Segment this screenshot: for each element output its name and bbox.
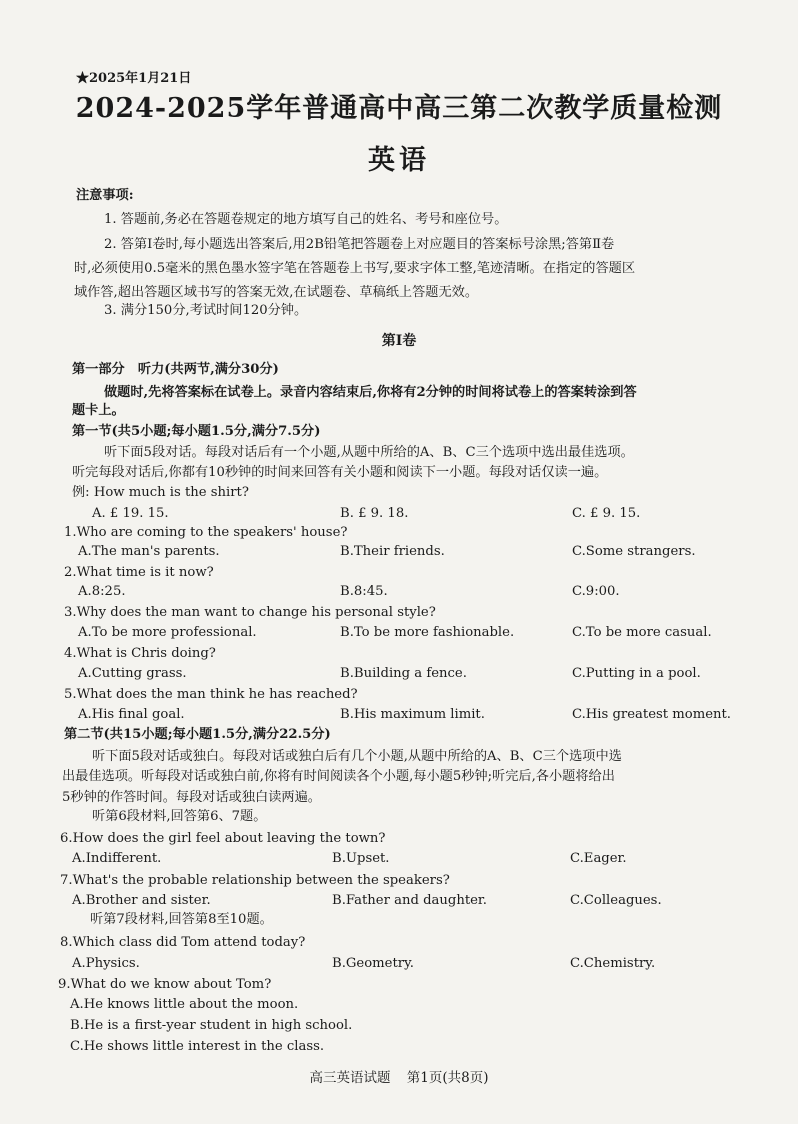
note-3: 3. 满分150分,考试时间120分钟。 [104,303,308,318]
question-9: 9.What do we know about Tom? [58,977,272,992]
q9-option-a: A.He knows little about the moon. [70,997,299,1012]
q3-option-c: C.To be more casual. [572,625,712,640]
q1-option-b: B.Their friends. [340,544,445,559]
question-1: 1.Who are coming to the speakers' house? [64,525,348,540]
footer-exam-name: 高三英语试题 [309,1070,391,1086]
question-3: 3.Why does the man want to change his personal style? [64,605,436,620]
section2-instruction-1: 听下面5段对话或独白。每段对话或独白后有几个小题,从题中所给的A、B、C三个选项中选 [92,749,622,764]
q7-option-a: A.Brother and sister. [72,893,211,908]
q6-option-b: B.Upset. [332,851,390,866]
q6-option-c: C.Eager. [570,851,627,866]
q1-option-c: C.Some strangers. [572,544,696,559]
question-4: 4.What is Chris doing? [64,646,216,661]
question-7: 7.What's the probable relationship between the speakers? [60,873,450,888]
note-1: 1. 答题前,务必在答题卷规定的地方填写自己的姓名、考号和座位号。 [104,212,508,227]
exam-title: 2024-2025学年普通高中高三第二次教学质量检测 [75,93,723,124]
q3-option-b: B.To be more fashionable. [340,625,515,640]
footer-page-number: 第1页(共8页) [406,1070,489,1086]
q1-option-a: A.The man's parents. [78,544,220,559]
q9-option-c: C.He shows little interest in the class. [70,1039,325,1054]
q9-option-b: B.He is a first-year student in high school. [70,1018,353,1033]
section2-instruction-2: 出最佳选项。听每段对话或独白前,你将有时间阅读各个小题,每小题5秒钟;听完后,各小题将给出 [62,769,615,784]
part1-instruction-1: 做题时,先将答案标在试卷上。录音内容结束后,你将有2分钟的时间将试卷上的答案转涂到答 [104,385,637,400]
exam-subject: 英语 [368,145,430,176]
section1-instruction-1: 听下面5段对话。每段对话后有一个小题,从题中所给的A、B、C三个选项中选出最佳选项。 [104,445,634,460]
exam-date: ★2025年1月21日 [76,71,192,86]
q4-option-c: C.Putting in a pool. [572,666,701,681]
material-7-instruction: 听第7段材料,回答第8至10题。 [90,912,273,927]
section2-instruction-3: 5秒钟的作答时间。每段对话或独白读两遍。 [62,790,321,805]
q6-option-a: A.Indifferent. [72,851,162,866]
example-option-a: A. £ 19. 15. [92,506,169,521]
note-2-line-2: 时,必须使用0.5毫米的黑色墨水签字笔在答题卷上书写,要求字体工整,笔迹清晰。在指定的答题区 [74,261,636,276]
question-6: 6.How does the girl feel about leaving the town? [60,831,386,846]
note-2-line-1: 2. 答第Ⅰ卷时,每小题选出答案后,用2B铅笔把答题卷上对应题目的答案标号涂黑;答第Ⅱ卷 [104,237,615,252]
q5-option-b: B.His maximum limit. [340,707,485,722]
q2-option-c: C.9:00. [572,584,620,599]
q2-option-a: A.8:25. [78,584,126,599]
section2-title: 第二节(共15小题;每小题1.5分,满分22.5分) [64,727,331,742]
question-8: 8.Which class did Tom attend today? [60,935,306,950]
q7-option-b: B.Father and daughter. [332,893,487,908]
q7-option-c: C.Colleagues. [570,893,662,908]
part1-title: 第一部分 听力(共两节,满分30分) [72,362,279,377]
question-2: 2.What time is it now? [64,565,214,580]
notes-heading: 注意事项: [76,188,134,203]
page-footer [0,1066,798,1086]
material-6-instruction: 听第6段材料,回答第6、7题。 [92,809,267,824]
section1-title: 第一节(共5小题;每小题1.5分,满分7.5分) [72,424,321,439]
part1-instruction-2: 题卡上。 [72,403,125,418]
q5-option-a: A.His final goal. [78,707,185,722]
example-option-c: C. £ 9. 15. [572,506,641,521]
question-5: 5.What does the man think he has reached? [64,687,358,702]
example-question: 例: How much is the shirt? [72,485,249,500]
q8-option-b: B.Geometry. [332,956,414,971]
q8-option-a: A.Physics. [72,956,140,971]
volume-title: 第Ⅰ卷 [381,333,417,349]
example-option-b: B. £ 9. 18. [340,506,409,521]
q2-option-b: B.8:45. [340,584,388,599]
q4-option-a: A.Cutting grass. [78,666,187,681]
q8-option-c: C.Chemistry. [570,956,656,971]
q3-option-a: A.To be more professional. [78,625,257,640]
q5-option-c: C.His greatest moment. [572,707,732,722]
note-2-line-3: 域作答,超出答题区域书写的答案无效,在试题卷、草稿纸上答题无效。 [74,285,479,300]
section1-instruction-2: 听完每段对话后,你都有10秒钟的时间来回答有关小题和阅读下一小题。每段对话仅读一遍。 [72,465,608,480]
q4-option-b: B.Building a fence. [340,666,467,681]
